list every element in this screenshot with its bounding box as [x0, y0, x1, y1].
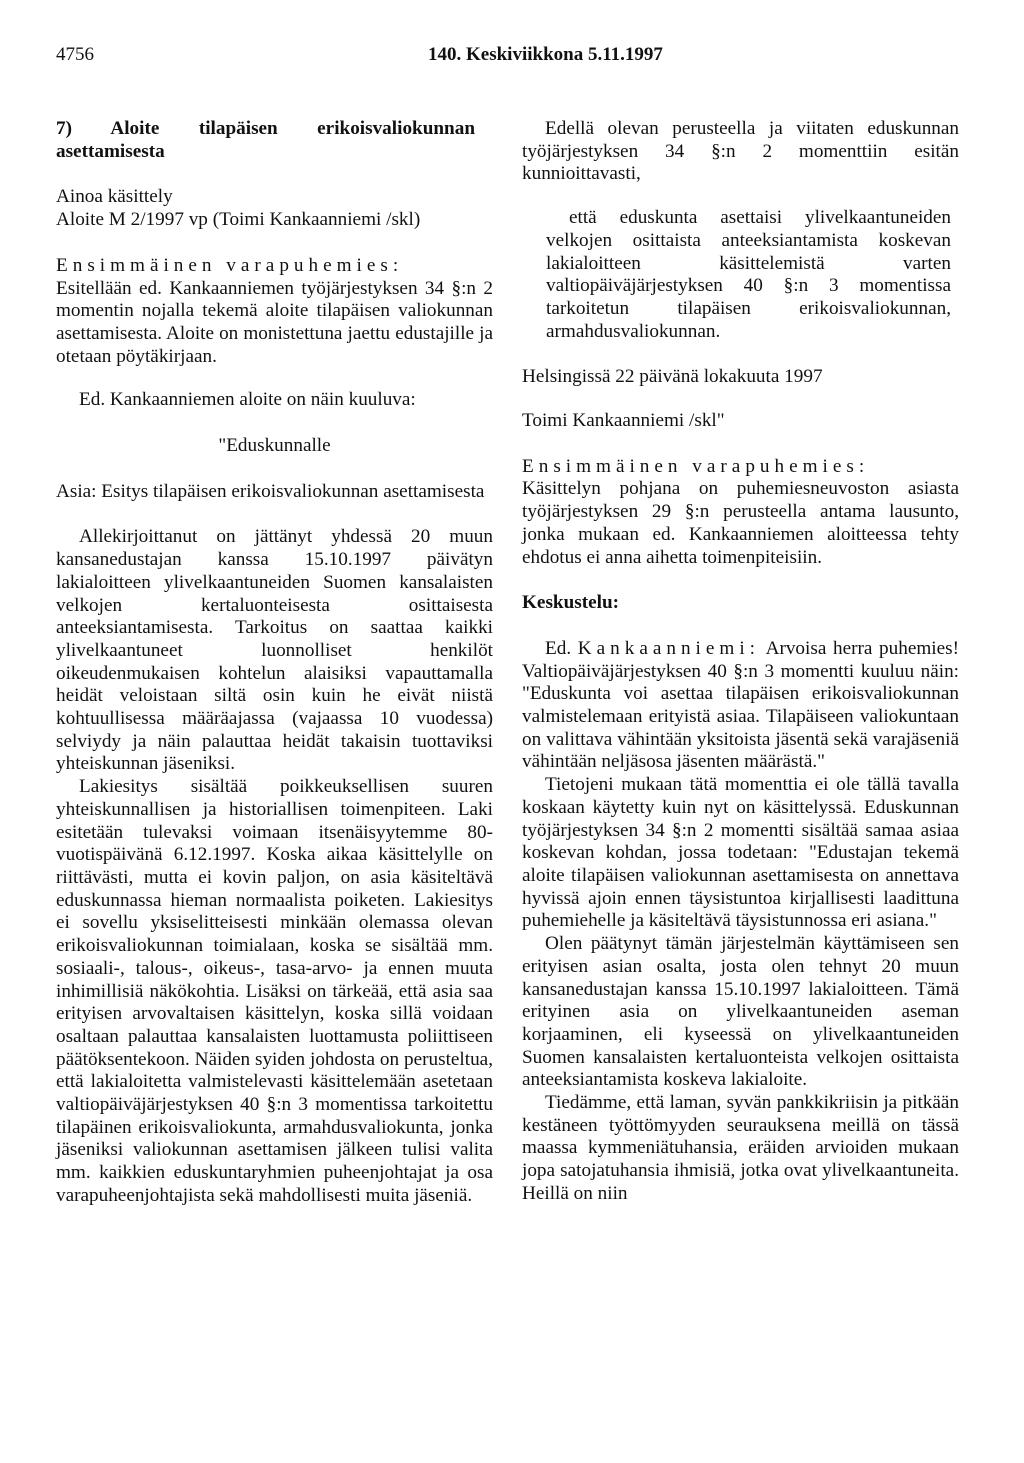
speaker-prefix: Ed.	[545, 637, 572, 659]
signature: Toimi Kankaanniemi /skl"	[522, 410, 725, 432]
paragraph: Käsittelyn pohjana on puhemiesneuvoston asiasta työjärjestyksen 29 §:n perusteella antama lausunto, jonka mukaan ed. Kankaanniemen aloitteessa tehty ehdotus ei anna aihetta toimenpiteisiin.	[522, 478, 959, 568]
section-heading: 7) Aloite tilapäisen erikoisvaliokunnan asettamisesta	[56, 118, 475, 162]
left-column	[56, 118, 493, 1208]
paragraph: Ed. Kankaanniemen aloite on näin kuuluva:	[79, 389, 416, 411]
speaker-name: Kankaanniemi:	[577, 637, 760, 659]
paragraph: Edellä olevan perusteella ja viitaten eduskunnan työjärjestyksen 34 §:n 2 momenttiin esitän kunnioittavasti,	[522, 118, 959, 185]
paragraph: Tietojeni mukaan tätä momenttia ei ole tällä tavalla koskaan käytetty kuin nyt on käsittelyssä. Eduskunnan työjärjestyksen 34 §:n 2 momentti sisältää samaa asiaa koskevan kohdan, jossa todetaan: "Edustajan tekemä aloite tilapäisen valiokunnan asettamisesta on annettava hyvissä ajoin ennen täysistuntoa kirjallisesti laadittuna puhemiehelle ja käsiteltävä täysistunnossa eri asiana."	[522, 774, 959, 932]
speaker-label: Ensimmäinen varapuhemies:	[56, 254, 404, 276]
paragraph: Tiedämme, että laman, syvän pankkikriisin ja pitkään kestäneen työttömyyden seurauksena meillä on tässä maassa kymmeniätuhansia, eräiden arvioiden mukaan jopa satojatuhansia ihmisiä, jotka ovat ylivelkaantuneita. Heillä on niin	[522, 1092, 959, 1204]
session-header: 140. Keskiviikkona 5.11.1997	[428, 44, 663, 65]
proposal-quote: että eduskunta asettaisi ylivelkaantuneiden velkojen osittaista anteeksiantamista koskevan lakialoitteen käsittelemistä varten valtiopäiväjärjestyksen 40 §:n 3 momentissa tarkoitetun tilapäisen erikoisvaliokunnan, armahdusvaliokunnan.	[546, 207, 951, 342]
addressee: "Eduskunnalle	[218, 435, 331, 457]
speech-text: Arvoisa herra puhemies! Valtiopäiväjärjestyksen 40 §:n 3 momentti kuuluu näin: "Eduskunta voi asettaa tilapäisen erikoisvaliokunnan valmistelemaan erityistä asiaa. Tilapäiseen valiokuntaan on valittava vähintään yksitoista jäsentä sekä varajäseniä vähintään neljäsosa jäsenten määrästä."	[522, 637, 959, 773]
paragraph: Lakiesitys sisältää poikkeuksellisen suuren yhteiskunnallisen ja historiallisen toimenpiteen. Laki esitetään tulevaksi voimaan itsenäisyytemme 80-vuotispäivänä 6.12.1997. Koska aikaa käsittelylle on riittävästi, mutta ei kovin paljon, on asia käsiteltävä eduskunnassa hieman normaalista poiketen. Lakiesitys ei sovellu yksiselitteisesti minkään olemassa olevan erikoisvaliokunnan toimialaan, koska se sisältää mm. sosiaali-, talous-, oikeus-, tasa-arvo- ja ennen muuta inhimillisiä näkökohtia. Lisäksi on tärkeää, että asia saa erityisen arvovaltaisen käsittelyn, koska sillä voidaan osaltaan palauttaa kansalaisten luottamusta poliittiseen päätöksentekoon. Näiden syiden johdosta on perusteltua, että lakialoitetta valmistelevasti käsittelemään asetetaan valtiopäiväjärjestyksen 40 §:n 3 momentissa tarkoitettu tilapäinen erikoisvaliokunta, armahdusvaliokunta, jonka jäseniksi valiokunnan asettamisen jälkeen tulisi valita mm. kaikkien eduskuntaryhmien puheenjohtajat ja osa varapuheenjohtajista sekä mahdollisesti muita jäseniä.	[56, 776, 493, 1206]
motion-reference: Aloite M 2/1997 vp (Toimi Kankaanniemi /skl)	[56, 209, 421, 231]
page-number: 4756	[56, 44, 94, 65]
place-date: Helsingissä 22 päivänä lokakuuta 1997	[522, 366, 823, 388]
paragraph: Allekirjoittanut on jättänyt yhdessä 20 muun kansanedustajan kanssa 15.10.1997 päivätyn lakialoitteen ylivelkaantuneiden Suomen kansalaisten velkojen kertaluonteisesta osittaisesta anteeksiantamisesta. Tarkoitus on saattaa kaikki ylivelkaantuneet luonnolliset henkilöt oikeudenmukaisen kohtelun alaisiksi vapauttamalla heidät veloistaan siltä osin kuin he eivät niistä kohtuullisessa määräajassa (vajaassa 10 vuodessa) selviydy ja näin palauttaa heidät takaisin tuottaviksi yhteiskunnan jäseniksi.	[56, 526, 493, 775]
speech-paragraph	[522, 638, 959, 774]
subject-line: Asia: Esitys tilapäisen erikoisvaliokunnan asettamisesta	[56, 480, 485, 502]
right-column	[522, 118, 959, 1206]
speaker-label: Ensimmäinen varapuhemies:	[522, 455, 870, 477]
section-subheading: Ainoa käsittely	[56, 186, 173, 208]
paragraph: Olen päätynyt tämän järjestelmän käyttämiseen sen erityisen asian osalta, josta olen tehnyt 20 muun kansanedustajan kanssa 15.10.1997 lakialoitteen. Tämä erityinen asia on ylivelkaantuneiden aseman korjaaminen, eli kyseessä on ylivelkaantuneiden Suomen kansalaisten kertaluonteista velkojen osittaista anteeksiantamista koskeva lakialoite.	[522, 933, 959, 1091]
discussion-heading: Keskustelu:	[522, 592, 620, 614]
paragraph: Esitellään ed. Kankaanniemen työjärjestyksen 34 §:n 2 momentin nojalla tekemä aloite tilapäisen valiokunnan asettamisesta. Aloite on monistettuna jaettu edustajille ja otetaan pöytäkirjaan.	[56, 277, 493, 367]
